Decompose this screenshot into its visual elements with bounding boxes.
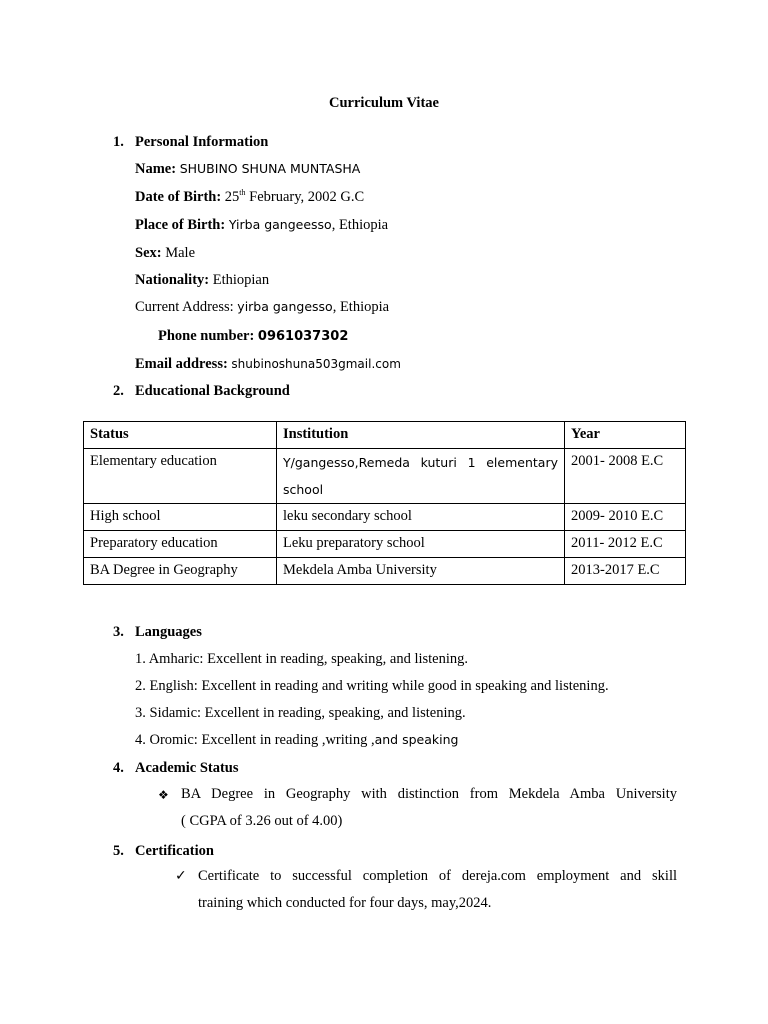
education-table [83, 421, 686, 585]
name-value: SHUBINO SHUNA MUNTASHA [179, 161, 361, 176]
document-title: Curriculum Vitae [329, 95, 439, 111]
section-languages-heading: 3. Languages [113, 624, 202, 640]
diamond-bullet-icon: ❖ [158, 788, 169, 802]
section-certification-heading: 5. Certification [113, 843, 214, 859]
language-item-amharic: 1. Amharic: Excellent in reading, speaking, and listening. [135, 651, 469, 667]
check-bullet-icon: ✓ [175, 868, 187, 884]
table-row: Elementary education Y/gangesso,Remeda kuturi 1 elementary school 2001- 2008 E.C [84, 449, 686, 504]
col-header-status: Status [84, 422, 277, 449]
language-item-english: 2. English: Excellent in reading and writing while good in speaking and listening. [135, 678, 609, 694]
section-education-heading: 2. Educational Background [113, 383, 290, 399]
nationality-line: Nationality: Ethiopian [135, 272, 270, 288]
table-row: High school leku secondary school 2009- 2010 E.C [84, 504, 686, 531]
table-row: Preparatory education Leku preparatory school 2011- 2012 E.C [84, 531, 686, 558]
section-personal-heading: 1. Personal Information [113, 134, 269, 150]
name-line: Name: SHUBINO SHUNA MUNTASHA [135, 161, 361, 177]
pob-line: Place of Birth: Yirba gangeesso, Ethiopia [135, 217, 389, 233]
academic-status-text: BA Degree in Geography with distinction from Mekdela Amba University ( CGPA of 3.26 out of 4.00) [181, 786, 677, 829]
address-line: Current Address: yirba gangesso, Ethiopia [135, 299, 390, 315]
sex-line: Sex: Male [135, 245, 196, 261]
certification-text: Certificate to successful completion of dereja.com employment and skill training which conducted for four days, may,2024. [198, 868, 677, 911]
language-item-oromic: 4. Oromic: Excellent in reading ,writing ,and speaking [135, 732, 459, 748]
phone-line: Phone number: 0961037302 [158, 328, 349, 344]
section-academic-heading: 4. Academic Status [113, 760, 239, 776]
table-header-row [84, 422, 686, 449]
table-row: BA Degree in Geography Mekdela Amba University 2013-2017 E.C [84, 558, 686, 585]
dob-line: Date of Birth: 25th February, 2002 G.C [135, 188, 365, 205]
language-item-sidamic: 3. Sidamic: Excellent in reading, speaking, and listening. [135, 705, 466, 721]
col-header-institution: Institution [277, 422, 565, 449]
email-line: Email address: shubinoshuna503gmail.com [135, 356, 401, 372]
col-header-year: Year [565, 422, 686, 449]
